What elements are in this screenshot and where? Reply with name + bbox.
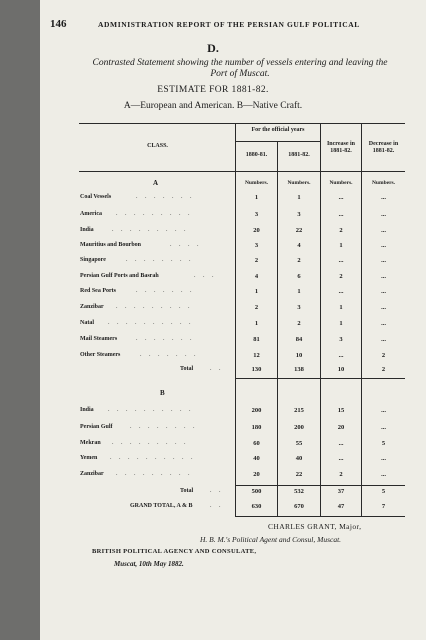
leader-dots-a7: . . . . . . . [136, 288, 195, 294]
leader-dots-total-a: . . [210, 366, 224, 372]
row-b4-name: Yemen [80, 455, 98, 461]
row-a6-decrease: ... [381, 273, 386, 280]
row-a4-1881: 4 [297, 242, 301, 249]
row-a11-increase: ... [338, 352, 344, 359]
row-a11-decrease: 2 [381, 352, 386, 359]
footer-office: BRITISH POLITICAL AGENCY AND CONSULATE, [92, 548, 257, 555]
row-a8-name: Zanzibar [80, 304, 104, 310]
row-a6-increase: 2 [339, 273, 343, 280]
leader-dots-grand: . . [210, 503, 224, 509]
leader-dots-a10: . . . . . . . [136, 336, 195, 342]
row-a2-1880: 3 [254, 211, 259, 218]
row-a2-1881: 3 [297, 211, 301, 218]
row-b5-increase: 2 [339, 471, 343, 478]
leader-dots-b4: . . . . . . . . . . [110, 455, 196, 461]
leader-dots-a6: . . . [194, 273, 217, 279]
row-b1-1880: 200 [251, 407, 262, 414]
leader-dots-a3: . . . . . . . . . [112, 227, 189, 233]
units-col-4: Numbers. [371, 180, 396, 186]
row-a4-name: Mauritius and Bourbon [80, 242, 142, 248]
row-b4-1880: 40 [253, 455, 260, 462]
table-bottom-rule [235, 516, 405, 517]
row-a7-1881: 1 [297, 288, 301, 295]
class-legend: A—European and American. B—Native Craft. [123, 101, 303, 111]
row-b4-decrease: ... [381, 455, 386, 462]
section-b-label: B [160, 389, 165, 397]
row-a11-1881: 10 [295, 352, 303, 359]
leader-dots-total-b: . . [210, 488, 224, 494]
year-1880-header: 1880-81. [245, 152, 268, 158]
section-letter: D. [207, 41, 219, 55]
total-b-increase: 37 [337, 488, 345, 495]
row-a7-increase: ... [338, 288, 344, 295]
section-a-label: A [153, 179, 159, 187]
total-b-1880: 500 [251, 488, 262, 495]
row-a9-increase: 1 [339, 320, 343, 327]
total-a-1880: 130 [251, 366, 262, 373]
grand-total-1880: 630 [251, 503, 262, 510]
row-a5-1881: 2 [297, 257, 301, 264]
row-a9-1881: 2 [297, 320, 301, 327]
official-years-header: For the official years [251, 127, 305, 133]
total-a-decrease: 2 [381, 366, 386, 373]
row-b4-increase: ... [338, 455, 344, 462]
estimate-line: ESTIMATE FOR 1881-82. [157, 85, 269, 95]
page-number: 146 [50, 18, 67, 30]
statement-subtitle: Contrasted Statement showing the number of vessels entering and leaving the Port of Muscat. [92, 58, 388, 79]
grand-total-1881: 670 [294, 503, 304, 510]
row-a5-name: Singapore [80, 257, 106, 263]
row-a10-increase: 3 [339, 336, 343, 343]
row-a1-1881: 1 [297, 194, 301, 201]
leader-dots-b3: . . . . . . . . . [112, 440, 189, 446]
total-b-decrease: 5 [381, 488, 386, 495]
grand-total-label: GRAND TOTAL, A & B [130, 503, 193, 509]
row-a7-1880: 1 [254, 288, 259, 295]
row-a1-name: Coal Vessels [80, 194, 112, 200]
row-a10-decrease: ... [381, 336, 386, 343]
row-a7-decrease: ... [381, 288, 386, 295]
row-b2-increase: 20 [337, 424, 345, 431]
class-header: CLASS. [147, 143, 168, 149]
row-a3-decrease: ... [381, 227, 386, 234]
signatory-name: CHARLES GRANT, Major, [268, 522, 362, 531]
total-a-label: Total [180, 366, 194, 372]
row-b1-name: India [80, 407, 94, 413]
increase-header: Increase in 1881-82. [326, 141, 356, 154]
row-a2-decrease: ... [381, 211, 386, 218]
row-a4-1880: 3 [254, 242, 259, 249]
row-a6-name: Persian Gulf Ports and Basrah [80, 273, 159, 279]
units-col-1: Numbers. [244, 180, 269, 186]
row-a8-1881: 3 [297, 304, 301, 311]
row-b2-decrease: ... [381, 424, 386, 431]
row-a10-name: Mail Steamers [80, 336, 118, 342]
row-a1-decrease: ... [381, 194, 386, 201]
row-b5-1880: 20 [253, 471, 260, 478]
row-a7-name: Red Sea Ports [80, 288, 116, 294]
row-a3-1880: 20 [253, 227, 260, 234]
row-a11-name: Other Steamers [80, 352, 121, 358]
year-1881-header: 1881-82. [288, 152, 310, 158]
leader-dots-a2: . . . . . . . . . [116, 211, 193, 217]
grand-total-increase: 47 [337, 503, 345, 510]
leader-dots-b5: . . . . . . . . . [116, 471, 193, 477]
units-col-2: Numbers. [287, 180, 311, 186]
row-b3-increase: ... [338, 440, 344, 447]
row-a9-name: Natal [80, 320, 94, 326]
row-a8-increase: 1 [339, 304, 343, 311]
row-a10-1880: 81 [253, 336, 260, 343]
leader-dots-a4: . . . . [170, 242, 202, 248]
total-a-1881: 138 [294, 366, 304, 373]
leader-dots-b1: . . . . . . . . . . [108, 407, 194, 413]
leader-dots-b2: . . . . . . . . [130, 424, 198, 430]
row-a3-increase: 2 [339, 227, 343, 234]
table-top-rule [79, 123, 405, 124]
row-a9-1880: 1 [254, 320, 259, 327]
row-a6-1881: 6 [297, 273, 301, 280]
row-b2-name: Persian Gulf [80, 424, 113, 430]
row-b5-decrease: ... [381, 471, 386, 478]
row-a10-1881: 84 [295, 336, 303, 343]
total-b-label: Total [180, 488, 194, 494]
row-a3-1881: 22 [295, 227, 303, 234]
leader-dots-a9: . . . . . . . . . . [108, 320, 194, 326]
row-a5-increase: ... [338, 257, 344, 264]
row-b3-name: Mekran [80, 440, 101, 446]
row-a11-1880: 12 [253, 352, 260, 359]
leader-dots-a11: . . . . . . . [140, 352, 199, 358]
row-b4-1881: 40 [295, 455, 303, 462]
row-a9-decrease: ... [381, 320, 386, 327]
row-a6-1880: 4 [254, 273, 259, 280]
row-a1-increase: ... [338, 194, 344, 201]
row-b1-1881: 215 [294, 407, 304, 414]
signatory-title: H. B. M.'s Political Agent and Consul, Muscat. [200, 535, 342, 544]
row-b1-increase: 15 [337, 407, 345, 414]
row-a4-increase: 1 [339, 242, 343, 249]
units-col-3: Numbers. [329, 180, 353, 186]
row-b3-1880: 60 [253, 440, 260, 447]
row-a8-decrease: ... [381, 304, 386, 311]
decrease-header: Decrease in 1881-82. [368, 141, 399, 154]
row-b1-decrease: ... [381, 407, 386, 414]
leader-dots-a8: . . . . . . . . . [116, 304, 193, 310]
row-b5-1881: 22 [295, 471, 303, 478]
row-a4-decrease: ... [381, 242, 386, 249]
row-b3-decrease: 5 [381, 440, 386, 447]
row-a5-decrease: ... [381, 257, 386, 264]
row-b2-1880: 180 [251, 424, 262, 431]
row-b2-1881: 200 [294, 424, 304, 431]
grand-total-decrease: 7 [381, 503, 386, 510]
row-a2-name: America [80, 211, 102, 217]
row-b5-name: Zanzibar [80, 471, 104, 477]
leader-dots-a5: . . . . . . . . [126, 257, 194, 263]
leader-dots-a1: . . . . . . . [136, 194, 195, 200]
total-b-1881: 532 [294, 488, 304, 495]
header-rule [79, 171, 405, 172]
row-a1-1880: 1 [254, 194, 259, 201]
row-a3-name: India [80, 227, 94, 233]
total-a-increase: 10 [337, 366, 345, 373]
row-b3-1881: 55 [295, 440, 303, 447]
footer-place-date: Muscat, 10th May 1882. [114, 560, 184, 568]
running-title: ADMINISTRATION REPORT OF THE PERSIAN GULF POLITICAL [98, 20, 360, 29]
row-a2-increase: ... [338, 211, 344, 218]
row-a5-1880: 2 [254, 257, 259, 264]
row-a8-1880: 2 [254, 304, 259, 311]
